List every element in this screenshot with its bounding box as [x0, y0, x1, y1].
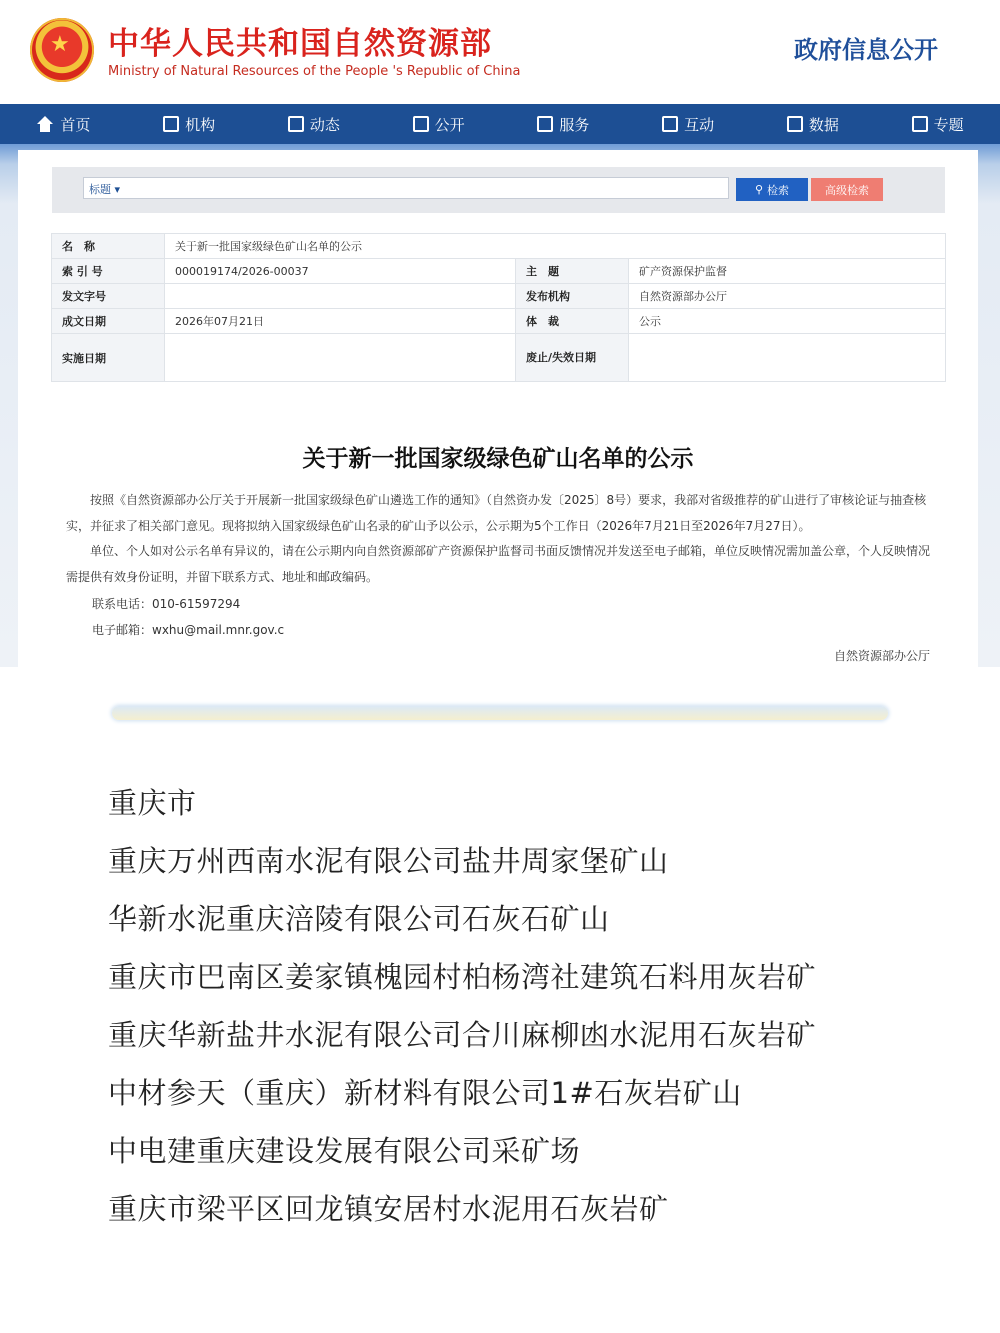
book-icon: [288, 116, 304, 132]
list-item: 华新水泥重庆涪陵有限公司石灰石矿山: [108, 902, 610, 936]
meta-label: 名 称: [52, 234, 165, 259]
nav-home[interactable]: 首页: [36, 114, 90, 135]
search-field-select[interactable]: 标题 ▾: [89, 183, 121, 196]
advanced-search-button[interactable]: 高级检索: [811, 178, 883, 201]
search-bar: [52, 167, 945, 213]
list-heading: 重庆市: [108, 786, 197, 820]
meta-value: 公示: [629, 309, 946, 334]
nav-data[interactable]: 数据: [787, 114, 839, 135]
nav-interact[interactable]: 互动: [662, 114, 714, 135]
nav-org[interactable]: 机构: [163, 114, 215, 135]
nav-public[interactable]: 公开: [413, 114, 465, 135]
document-title: 关于新一批国家级绿色矿山名单的公示: [302, 446, 694, 472]
meta-value: 自然资源部办公厅: [629, 284, 946, 309]
meta-label: 成文日期: [52, 309, 165, 334]
gov-info-open-link[interactable]: 政府信息公开: [794, 36, 938, 64]
meta-value: 000019174/2026-00037: [165, 259, 516, 284]
org-icon: [163, 116, 179, 132]
edit-icon: [537, 116, 553, 132]
meta-label: 发布机构: [516, 284, 629, 309]
nav-service[interactable]: 服务: [537, 114, 589, 135]
site-header: [0, 0, 1000, 104]
meta-label: 主 题: [516, 259, 629, 284]
meta-label: 废止/失效日期: [516, 334, 629, 382]
list-item: 重庆华新盐井水泥有限公司合川麻柳凼水泥用石灰岩矿: [108, 1018, 817, 1052]
document-paragraph: 单位、个人如对公示名单有异议的，请在公示期内向自然资源部矿产资源保护监督司书面反馈情况并发送至电子邮箱，单位反映情况需加盖公章，个人反映情况需提供有效身份证明，并留下联系方式、地址和邮政编码。: [66, 544, 931, 584]
meta-label: 体 裁: [516, 309, 629, 334]
meta-value: [165, 284, 516, 309]
site-subtitle: Ministry of Natural Resources of the People 's Republic of China: [108, 64, 521, 79]
content-panel: [18, 150, 978, 667]
monitor-icon: [413, 116, 429, 132]
nav-news[interactable]: 动态: [288, 114, 340, 135]
contact-email: 电子邮箱：wxhu@mail.mnr.gov.c: [92, 623, 285, 637]
meta-value: [629, 334, 946, 382]
search-button[interactable]: ⚲ 检索: [736, 178, 808, 201]
meta-value: 关于新一批国家级绿色矿山名单的公示: [165, 234, 946, 259]
document-meta-table: [51, 233, 946, 382]
meta-value: 矿产资源保护监督: [629, 259, 946, 284]
list-item: 中电建重庆建设发展有限公司采矿场: [108, 1134, 581, 1168]
nav-topic[interactable]: 专题: [912, 114, 964, 135]
search-input[interactable]: [83, 177, 729, 199]
main-nav: [0, 104, 1000, 144]
meta-value: 2026年07月21日: [165, 309, 516, 334]
meta-label: 实施日期: [52, 334, 165, 382]
document-signature: 自然资源部办公厅: [833, 649, 930, 663]
national-emblem-icon: ★: [30, 18, 94, 82]
list-item: 重庆市梁平区回龙镇安居村水泥用石灰岩矿: [108, 1192, 669, 1226]
doc-icon: [912, 116, 928, 132]
list-item: 重庆市巴南区姜家镇槐园村柏杨湾社建筑石料用灰岩矿: [108, 960, 817, 994]
search-icon: ⚲: [754, 183, 764, 196]
meta-label: 索 引 号: [52, 259, 165, 284]
list-item: 中材参天（重庆）新材料有限公司1#石灰岩矿山: [108, 1076, 742, 1110]
site-title[interactable]: 中华人民共和国自然资源部: [108, 26, 492, 62]
chat-icon: [662, 116, 678, 132]
mine-list: [108, 780, 816, 1244]
bar-chart-icon: [787, 116, 803, 132]
contact-phone: 联系电话：010-61597294: [92, 597, 241, 611]
meta-label: 发文字号: [52, 284, 165, 309]
decorative-divider: [112, 706, 888, 720]
list-item: 重庆万州西南水泥有限公司盐井周家堡矿山: [108, 844, 669, 878]
meta-value: [165, 334, 516, 382]
document-paragraph: 按照《自然资源部办公厅关于开展新一批国家级绿色矿山遴选工作的通知》（自然资办发〔2025〕8号）要求，我部对省级推荐的矿山进行了审核论证与抽查核实，并征求了相关部门意见。现将拟纳入国家级绿色矿山名录的矿山予以公示，公示期为5个工作日（2026年7月21日至2026年7月27日）。: [66, 493, 927, 533]
home-icon: [36, 116, 54, 132]
